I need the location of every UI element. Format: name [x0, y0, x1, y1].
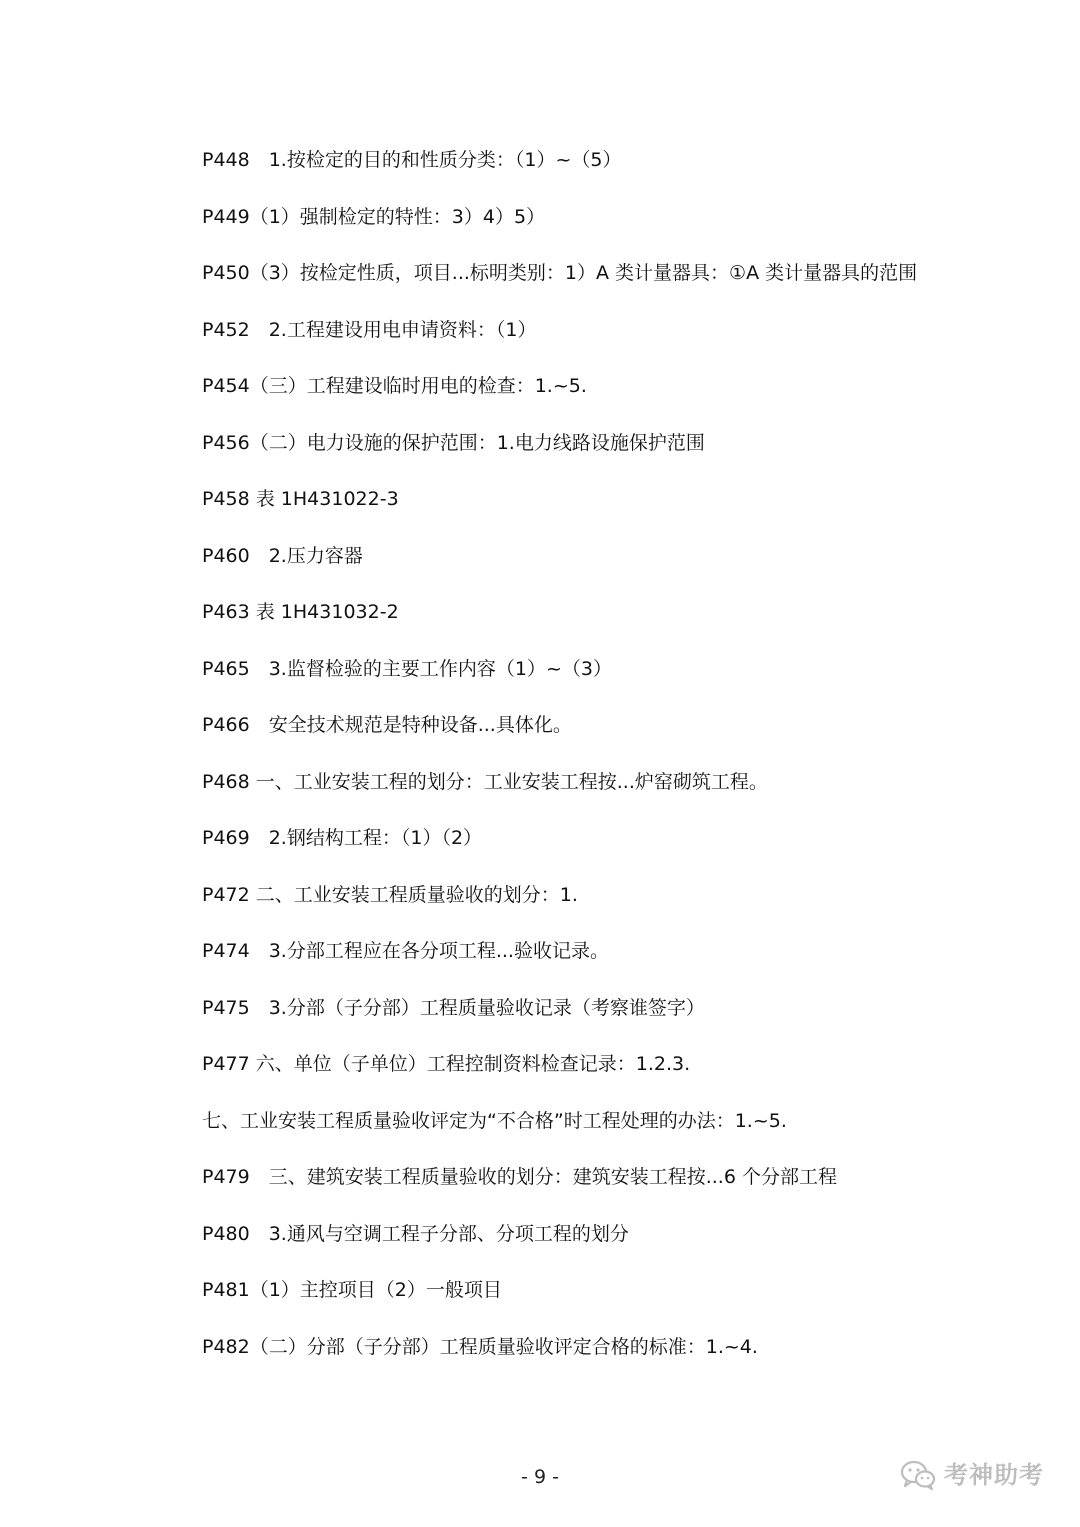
content-line: P466 安全技术规范是特种设备...具体化。 [202, 714, 572, 736]
content-line: 七、工业安装工程质量验收评定为“不合格”时工程处理的办法：1.~5. [202, 1109, 787, 1132]
content-line: P475 3.分部（子分部）工程质量验收记录（考察谁签字） [202, 996, 705, 1019]
page-number: - 9 - [521, 1466, 559, 1488]
content-line: P449（1）强制检定的特性：3）4）5） [202, 205, 546, 228]
content-line: P456（二）电力设施的保护范围：1.电力线路设施保护范围 [202, 431, 705, 454]
content-line: P474 3.分部工程应在各分项工程...验收记录。 [202, 940, 609, 962]
content-lines [202, 145, 1022, 1388]
content-line: P469 2.钢结构工程：（1）（2） [202, 827, 483, 849]
content-line: P481（1）主控项目（2）一般项目 [202, 1279, 502, 1301]
content-line: P480 3.通风与空调工程子分部、分项工程的划分 [202, 1222, 629, 1245]
content-line: P479 三、建筑安装工程质量验收的划分：建筑安装工程按...6 个分部工程 [202, 1166, 837, 1188]
watermark [900, 1460, 1044, 1490]
content-line: P454（三）工程建设临时用电的检查：1.~5. [202, 375, 587, 397]
content-line: P477 六、单位（子单位）工程控制资料检查记录：1.2.3. [202, 1053, 691, 1075]
content-line: P465 3.监督检验的主要工作内容（1）~（3） [202, 657, 612, 680]
content-line: P468 一、工业安装工程的划分：工业安装工程按...炉窑砌筑工程。 [202, 770, 768, 793]
content-line: P472 二、工业安装工程质量验收的划分：1. [202, 883, 578, 906]
wechat-icon [900, 1460, 936, 1490]
content-line: P448 1.按检定的目的和性质分类：（1）~（5） [202, 149, 622, 171]
watermark-text: 考神助考 [944, 1461, 1044, 1489]
content-line: P450（3）按检定性质，项目...标明类别：1）A 类计量器具：①A 类计量器具的范围 [202, 262, 918, 284]
content-line: P463 表 1H431032-2 [202, 601, 399, 623]
content-line: P452 2.工程建设用电申请资料：（1） [202, 318, 537, 341]
content-line: P458 表 1H431022-3 [202, 488, 399, 510]
content-line: P482（二）分部（子分部）工程质量验收评定合格的标准：1.~4. [202, 1335, 758, 1358]
content-line: P460 2.压力容器 [202, 544, 363, 567]
